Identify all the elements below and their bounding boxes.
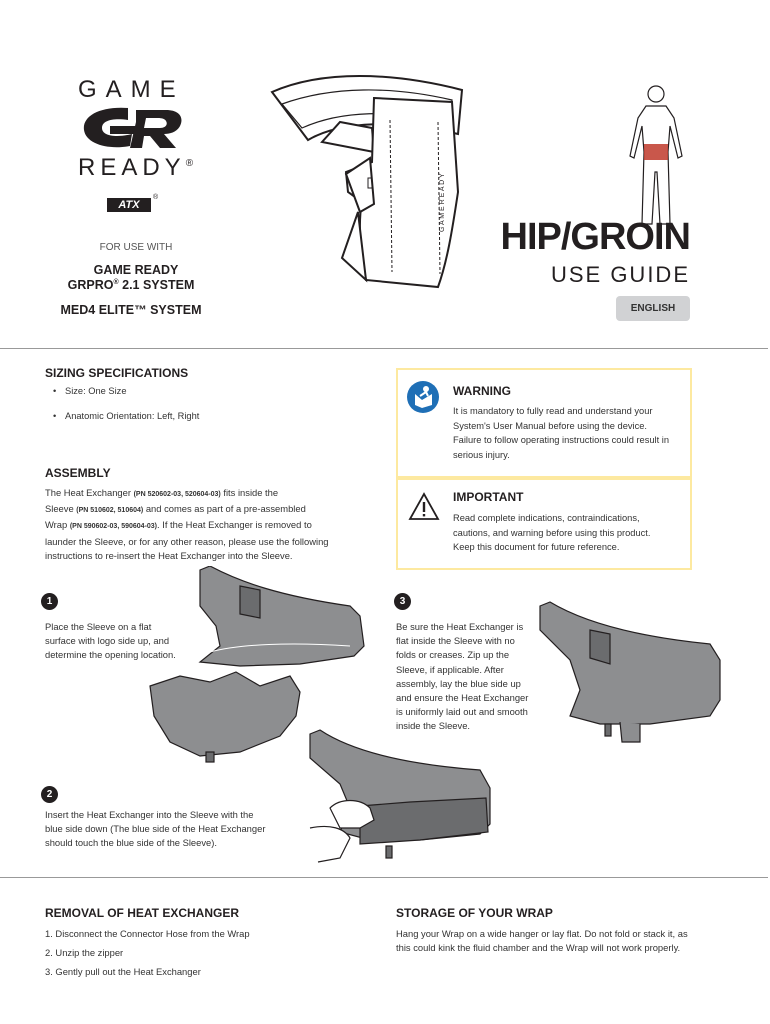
hip-wrap-illustration [262, 62, 472, 292]
read-manual-icon [406, 380, 440, 414]
atx-registered-mark: ® [153, 194, 159, 201]
step-2-illustration [300, 728, 500, 870]
divider-bottom [0, 877, 768, 878]
sizing-list [50, 384, 370, 433]
assembly-heading: ASSEMBLY [45, 466, 111, 480]
important-heading: IMPORTANT [453, 490, 524, 504]
svg-text:G A M E R E A D Y: G A M E R E A D Y [439, 173, 446, 232]
assembly-text: The Heat Exchanger (PN 520602-03, 520604-03) fits inside the Sleeve (PN 510602, 510604) and comes as part of a pre-assembled Wrap (PN 590602-03, 590604-03). If the Heat Exchanger is removed to launder the Sleeve, or for any other reason, please use the following instructions to re-insert the Heat Exchanger into the Sleeve. [45, 487, 329, 561]
atx-badge: ATX [107, 198, 151, 212]
brand-wordmark-top: GAME [78, 76, 185, 103]
step-1-text: Place the Sleeve on a flat surface with logo side up, and determine the opening location. [45, 621, 176, 661]
removal-list [45, 927, 365, 980]
game-ready-logo-icon [80, 104, 186, 152]
warning-text: It is mandatory to fully read and understand your System's User Manual before using the device. Failure to follow operating instructions could result in serious injury. [453, 406, 670, 460]
system-game-ready: GAME READY [93, 263, 179, 277]
list-item: 1. Disconnect the Connector Hose from the Wrap [45, 928, 250, 939]
warning-heading: WARNING [453, 384, 511, 398]
system-grpro: GRPRO® 2.1 SYSTEM [67, 278, 195, 292]
system-med4-elite: MED4 ELITE™ SYSTEM [60, 303, 202, 317]
removal-heading: REMOVAL OF HEAT EXCHANGER [45, 906, 240, 920]
divider-top [0, 348, 768, 349]
page-subtitle: USE GUIDE [550, 262, 690, 287]
brand-wordmark-bottom: READY® [78, 154, 194, 181]
storage-text: Hang your Wrap on a wide hanger or lay flat. Do not fold or stack it, as this could kink the fluid chamber and the Wrap will not work properly. [396, 928, 688, 954]
sizing-heading: SIZING SPECIFICATIONS [45, 366, 189, 380]
important-text: Read complete indications, contraindications, cautions, and warning before using this product. Keep this document for future reference. [453, 513, 651, 552]
language-badge: ENGLISH [616, 296, 690, 321]
list-item: 2. Unzip the zipper [45, 947, 124, 959]
page-title: HIP/GROIN [500, 216, 690, 258]
step-1-number: 1 [41, 593, 58, 610]
list-item: 3. Gently pull out the Heat Exchanger [45, 966, 201, 978]
step-2-text: Insert the Heat Exchanger into the Sleeve with the blue side down (The blue side of the Heat Exchanger should touch the blue side of the Sleeve). [45, 809, 266, 849]
list-item: • Size: One Size [65, 384, 370, 399]
step-2-number: 2 [41, 786, 58, 803]
caution-triangle-icon [408, 492, 440, 522]
for-use-with-label: FOR USE WITH [99, 242, 173, 253]
step-3-illustration [530, 600, 730, 750]
storage-heading: STORAGE OF YOUR WRAP [396, 906, 553, 920]
step-3-text: Be sure the Heat Exchanger is flat inside the Sleeve with no folds or creases. Zip up the Sleeve, if applicable. After assembly, lay the blue side up and ensure the Heat Exchanger is uniformly laid out and smooth inside the Sleeve. [396, 621, 529, 732]
list-item: • Anatomic Orientation: Left, Right [65, 409, 370, 424]
body-silhouette-icon [620, 82, 692, 232]
step-3-number: 3 [394, 593, 411, 610]
